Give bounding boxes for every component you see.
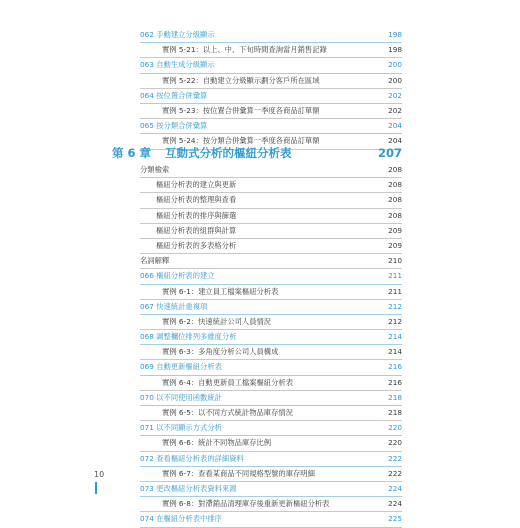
toc-entry-page: 224 bbox=[388, 483, 402, 493]
toc-entry-page: 200 bbox=[388, 60, 402, 70]
toc-entry-page: 198 bbox=[388, 45, 402, 55]
toc-entry-text: 實例 6-1：建立員工檔案樞紐分析表 bbox=[162, 286, 279, 296]
toc-entry-example bbox=[140, 345, 402, 360]
toc-entry-page: 211 bbox=[388, 271, 402, 281]
toc-entry-example bbox=[140, 467, 402, 482]
toc-entry-text: 072 查看樞紐分析表的詳細資料 bbox=[140, 453, 244, 463]
toc-entry-text: 實例 5-21：以上、中、下旬時間查詢當月銷售記錄 bbox=[162, 45, 327, 55]
toc-entry-page: 220 bbox=[388, 438, 402, 448]
toc-entry-text: 069 自動更新樞紐分析表 bbox=[140, 362, 222, 372]
toc-chapter-list bbox=[140, 163, 402, 528]
toc-entry-page: 218 bbox=[388, 408, 402, 417]
toc-entry-text: 065 按分類合併彙算 bbox=[140, 121, 208, 131]
toc-entry-page: 202 bbox=[388, 105, 402, 115]
toc-entry-text: 實例 6-6：統計不同物品庫存比例 bbox=[162, 438, 272, 448]
toc-entry-text: 樞紐分析表的組群與計算 bbox=[156, 225, 237, 235]
toc-entry-page: 204 bbox=[388, 121, 402, 131]
toc-entry-example bbox=[140, 285, 402, 300]
toc-entry-text: 實例 6-3：多角度分析公司人員構成 bbox=[162, 347, 279, 357]
chapter-page: 207 bbox=[377, 146, 402, 160]
toc-entry-page: 220 bbox=[388, 423, 402, 433]
toc-entry-text: 實例 5-23：按位置合併彙算一季度各商品訂單額 bbox=[162, 105, 320, 115]
toc-entry-item bbox=[140, 193, 402, 208]
toc-entry-page: 222 bbox=[388, 468, 402, 478]
toc-entry-item bbox=[140, 224, 402, 239]
toc-entry-example bbox=[140, 406, 402, 421]
toc-entry-page: 208 bbox=[388, 165, 402, 174]
toc-entry-text: 分類檢索 bbox=[140, 165, 170, 174]
toc-entry-page: 209 bbox=[388, 225, 402, 235]
toc-entry-example bbox=[140, 104, 402, 119]
chapter-title: 互動式分析的樞紐分析表 bbox=[165, 146, 292, 160]
toc-entry-text: 實例 6-2：快速統計公司人員情況 bbox=[162, 316, 272, 326]
toc-entry-page: 216 bbox=[388, 377, 402, 387]
toc-entry-page: 225 bbox=[388, 514, 402, 524]
toc-entry-text: 067 快速統計重複項 bbox=[140, 301, 208, 311]
toc-entry-text: 實例 5-22：自動建立分級顯示劃分客戶所在區域 bbox=[162, 75, 320, 85]
toc-entry-page: 209 bbox=[388, 240, 402, 250]
toc-entry-section bbox=[140, 58, 402, 73]
toc-entry-text: 062 手動建立分級顯示 bbox=[140, 30, 215, 39]
toc-entry-section bbox=[140, 482, 402, 497]
toc-entry-section bbox=[140, 421, 402, 436]
toc-entry-page: 214 bbox=[388, 347, 402, 357]
toc-entry-text: 071 以不同顯示方式分析 bbox=[140, 423, 222, 433]
toc-entry-section bbox=[140, 269, 402, 284]
toc-entry-text: 實例 6-7：查看某商品不同規格型號的庫存明細 bbox=[162, 468, 315, 478]
toc-entry-example bbox=[140, 74, 402, 89]
toc-entry-page: 214 bbox=[388, 332, 402, 342]
toc-entry-item bbox=[140, 178, 402, 193]
toc-entry-text: 074 在樞紐分析表中排序 bbox=[140, 514, 222, 524]
toc-entry-item bbox=[140, 209, 402, 224]
toc-entry-page: 204 bbox=[388, 136, 402, 146]
toc-entry-text: 066 樞紐分析表的建立 bbox=[140, 271, 215, 281]
toc-entry-text: 070 以不同使用函數統計 bbox=[140, 392, 222, 402]
toc-entry-example bbox=[140, 43, 402, 58]
toc-entry-plain bbox=[140, 163, 402, 178]
toc-entry-section bbox=[140, 391, 402, 406]
toc-entry-plain bbox=[140, 254, 402, 269]
toc-entry-page: 210 bbox=[388, 256, 402, 266]
toc-entry-example bbox=[140, 376, 402, 391]
toc-top-list bbox=[140, 28, 402, 150]
toc-entry-page: 208 bbox=[388, 210, 402, 220]
folio-accent-bar bbox=[95, 482, 97, 494]
toc-entry-page: 222 bbox=[388, 453, 402, 463]
toc-entry-text: 樞紐分析表的整理與查看 bbox=[156, 195, 237, 205]
toc-entry-section bbox=[140, 89, 402, 104]
page-number: 10 bbox=[94, 470, 105, 479]
toc-entry-example bbox=[140, 315, 402, 330]
toc-entry-section bbox=[140, 330, 402, 345]
toc-entry-text: 樞紐分析表的建立與更新 bbox=[156, 180, 237, 190]
toc-entry-section bbox=[140, 119, 402, 134]
toc-entry-page: 208 bbox=[388, 195, 402, 205]
toc-entry-page: 211 bbox=[388, 286, 402, 296]
toc-entry-example bbox=[140, 497, 402, 512]
toc-entry-example bbox=[140, 436, 402, 451]
chapter-heading bbox=[112, 144, 402, 162]
toc-entry-page: 216 bbox=[388, 362, 402, 372]
toc-entry-page: 224 bbox=[388, 499, 402, 509]
toc-entry-section bbox=[140, 300, 402, 315]
toc-entry-item bbox=[140, 239, 402, 254]
toc-entry-page: 212 bbox=[388, 301, 402, 311]
toc-entry-text: 073 更改樞紐分析表資料來源 bbox=[140, 483, 237, 493]
toc-entry-text: 樞紐分析表的多表格分析 bbox=[156, 240, 237, 250]
toc-entry-page: 218 bbox=[388, 392, 402, 402]
toc-entry-section bbox=[140, 28, 402, 43]
chapter-number: 第 6 章 bbox=[112, 146, 152, 160]
toc-entry-section bbox=[140, 512, 402, 527]
toc-entry-text: 064 按位置合併彙算 bbox=[140, 90, 208, 100]
toc-entry-page: 212 bbox=[388, 316, 402, 326]
toc-entry-page: 198 bbox=[388, 30, 402, 39]
toc-entry-page: 200 bbox=[388, 75, 402, 85]
toc-entry-section bbox=[140, 452, 402, 467]
toc-entry-page: 202 bbox=[388, 90, 402, 100]
toc-entry-page: 208 bbox=[388, 180, 402, 190]
toc-entry-text: 樞紐分析表的排序與篩選 bbox=[156, 210, 237, 220]
toc-entry-text: 063 自動生成分級顯示 bbox=[140, 60, 215, 70]
toc-entry-text: 實例 6-5：以不同方式統計物品庫存情況 bbox=[162, 408, 293, 417]
toc-entry-section bbox=[140, 360, 402, 375]
toc-entry-text: 068 調整欄位排列多維度分析 bbox=[140, 332, 237, 342]
toc-entry-text: 名詞解釋 bbox=[140, 256, 170, 266]
toc-entry-text: 實例 5-24：按分類合併彙算一季度各商品訂單額 bbox=[162, 136, 320, 146]
toc-entry-text: 實例 6-8：對滯銷品清理庫存後重新更新樞紐分析表 bbox=[162, 499, 330, 509]
toc-entry-text: 實例 6-4：自動更新員工檔案樞紐分析表 bbox=[162, 377, 293, 387]
